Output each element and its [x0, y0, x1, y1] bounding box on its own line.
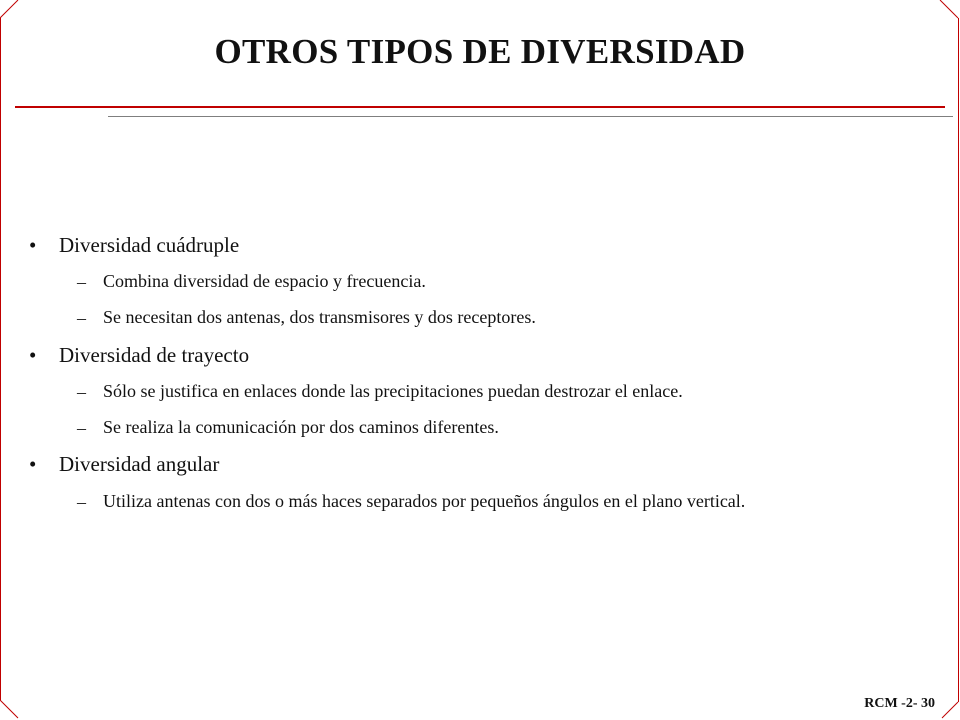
subitem-text: Utiliza antenas con dos o más haces separados por pequeños ángulos en el plano vertical. — [103, 491, 746, 511]
slide-title: OTROS TIPOS DE DIVERSIDAD — [214, 32, 746, 71]
bullet-marker: • — [29, 343, 37, 367]
subitem-text: Se realiza la comunicación por dos caminos diferentes. — [103, 417, 499, 437]
slide-footer: RCM -2- 30 — [864, 696, 935, 711]
subitem-text: Combina diversidad de espacio y frecuencia. — [103, 271, 426, 291]
subitem-text: Se necesitan dos antenas, dos transmisores y dos receptores. — [103, 307, 536, 327]
dash-marker: – — [77, 492, 86, 512]
dash-marker: – — [77, 272, 86, 292]
dash-marker: – — [77, 418, 86, 438]
bullet-marker: • — [29, 452, 37, 476]
bullet-item-angular: Diversidad angular — [59, 452, 220, 476]
bullet-item-path: Diversidad de trayecto — [59, 343, 250, 367]
bullet-marker: • — [29, 233, 37, 257]
dash-marker: – — [77, 382, 86, 402]
bullet-item-quadruple: Diversidad cuádruple — [59, 233, 240, 257]
subitem-text: Sólo se justifica en enlaces donde las precipitaciones puedan destrozar el enlace. — [103, 381, 683, 401]
dash-marker: – — [77, 308, 86, 328]
